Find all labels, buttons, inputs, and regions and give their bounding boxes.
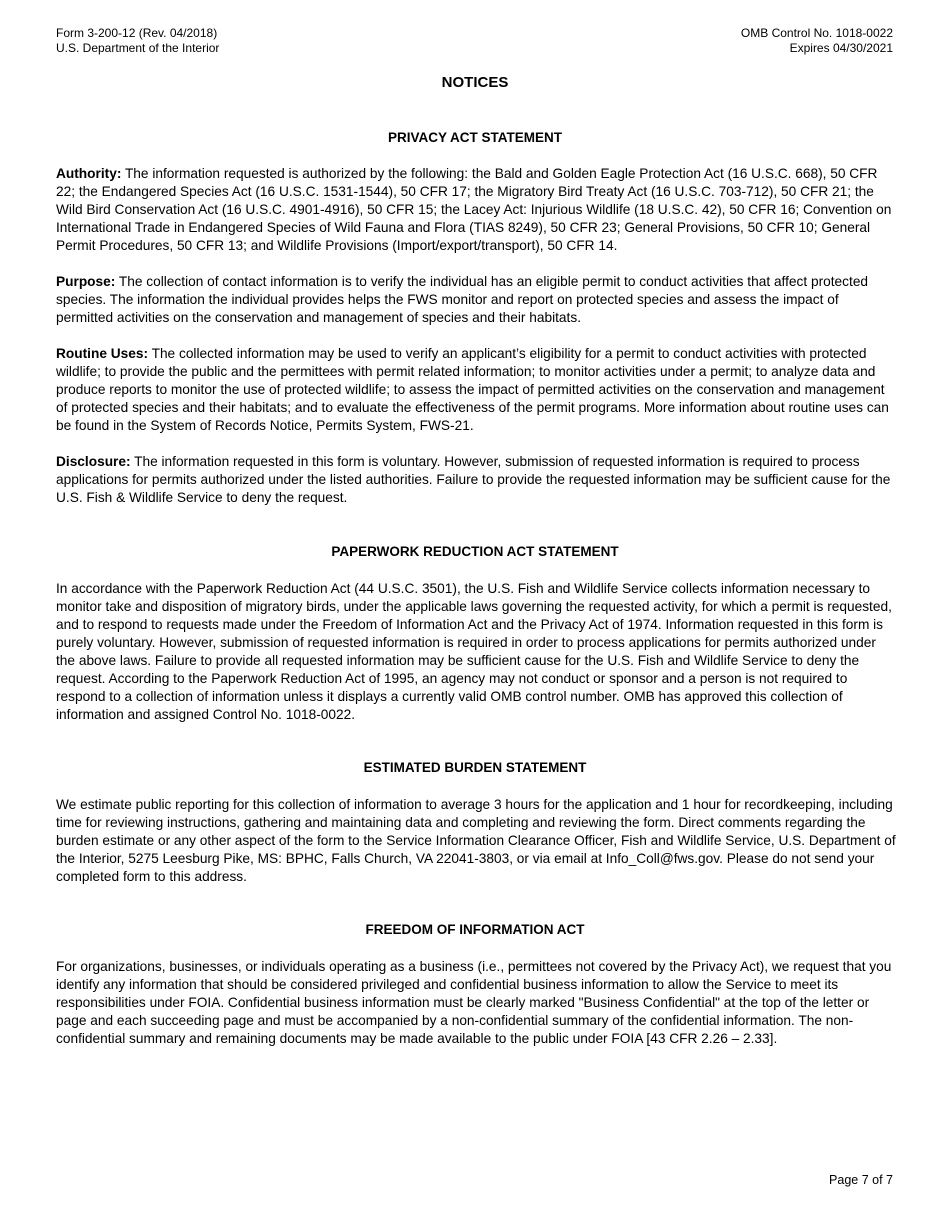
purpose-label: Purpose: bbox=[56, 274, 116, 289]
expiration-date: Expires 04/30/2021 bbox=[789, 41, 893, 55]
routine-uses-paragraph bbox=[56, 345, 896, 435]
privacy-act-heading: PRIVACY ACT STATEMENT bbox=[387, 130, 562, 145]
foia-paragraph: For organizations, businesses, or individuals operating as a business (i.e., permittees not covered by the Privacy Act), we request that you identify any information that should be considered privileged and confidential business information to allow the Service to meet its responsibilities under FOIA. Confidential business information must be clearly marked "Business Confidential" at the top of the letter or page and each succeeding page and must be accompanied by a non-confidential summary of the confidential information. The non-confidential summary and remaining documents may be made available to the public under FOIA [43 CFR 2.26 – 2.33]. bbox=[56, 959, 892, 1046]
page-number: Page 7 of 7 bbox=[829, 1173, 893, 1187]
paperwork-paragraph: In accordance with the Paperwork Reduction Act (44 U.S.C. 3501), the U.S. Fish and Wildlife Service collects information necessary to monitor take and disposition of migratory birds, under the applicable laws governing the requested activity, for which a permit is requested, and to respond to requests made under the Freedom of Information Act and the Privacy Act of 1974. Information requested in this form is purely voluntary. However, submission of requested information is required in order to process applications for permits authorized under the above laws. Failure to provide all requested information may be sufficient cause for the U.S. Fish and Wildlife Service to deny the request. According to the Paperwork Reduction Act of 1995, an agency may not conduct or sponsor and a person is not required to respond to a collection of information unless it displays a currently valid OMB control number. OMB has approved this collection of information and assigned Control No. 1018-0022. bbox=[56, 581, 892, 722]
authority-label: Authority: bbox=[56, 166, 122, 181]
foia-heading: FREEDOM OF INFORMATION ACT bbox=[365, 922, 585, 937]
authority-text: The information requested is authorized by the following: the Bald and Golden Eagle Protection Act (16 U.S.C. 668), 50 CFR 22; the Endangered Species Act (16 U.S.C. 1531-1544), 50 CFR 17; the Migratory Bird Treaty Act (16 U.S.C. 703-712), 50 CFR 21; the Wild Bird Conservation Act (16 U.S.C. 4901-4916), 50 CFR 15; the Lacey Act: Injurious Wildlife (18 U.S.C. 42), 50 CFR 16; Convention on International Trade in Endangered Species of Wild Fauna and Flora (TIAS 8249), 50 CFR 23; General Provisions, 50 CFR 10; General Permit Procedures, 50 CFR 13; and Wildlife Provisions (Import/export/transport), 50 CFR 14. bbox=[56, 166, 892, 253]
paperwork-heading: PAPERWORK REDUCTION ACT STATEMENT bbox=[331, 544, 619, 559]
department-name: U.S. Department of the Interior bbox=[56, 41, 220, 55]
page-title: NOTICES bbox=[441, 74, 509, 91]
form-number: Form 3-200-12 (Rev. 04/2018) bbox=[56, 26, 218, 40]
routine-uses-text: The collected information may be used to verify an applicant’s eligibility for a permit to conduct activities with protected wildlife; to provide the public and the permittees with permit related information; to monitor activities under a permit; to analyze data and produce reports to monitor the use of protected wildlife; to assess the impact of permitted activities on the conservation and management of protected species and their habitats; and to evaluate the effectiveness of the permit programs. More information about routine uses can be found in the System of Records Notice, Permits System, FWS-21. bbox=[56, 346, 889, 433]
purpose-paragraph bbox=[56, 273, 896, 327]
burden-paragraph: We estimate public reporting for this collection of information to average 3 hours for the application and 1 hour for recordkeeping, including time for reviewing instructions, gathering and maintaining data and completing and reviewing the form. Direct comments regarding the burden estimate or any other aspect of the form to the Service Information Clearance Officer, Fish and Wildlife Service, U.S. Department of the Interior, 5275 Leesburg Pike, MS: BPHC, Falls Church, VA 22041-3803, or via email at Info_Coll@fws.gov. Please do not send your completed form to this address. bbox=[56, 797, 896, 884]
form-header-right bbox=[741, 26, 893, 56]
form-header-left bbox=[56, 26, 219, 56]
disclosure-text: The information requested in this form is voluntary. However, submission of requested information is required to process applications for permits authorized under the listed authorities. Failure to provide the requested information may be sufficient cause for the U.S. Fish & Wildlife Service to deny the request. bbox=[56, 454, 891, 505]
burden-heading: ESTIMATED BURDEN STATEMENT bbox=[363, 760, 587, 775]
purpose-text: The collection of contact information is to verify the individual has an eligible permit to conduct activities that affect protected species. The information the individual provides helps the FWS monitor and report on protected species and assess the impact of permitted activities on the conservation and management of species and their habitats. bbox=[56, 274, 869, 325]
disclosure-label: Disclosure: bbox=[56, 454, 131, 469]
disclosure-paragraph bbox=[56, 453, 896, 507]
routine-uses-label: Routine Uses: bbox=[56, 346, 149, 361]
authority-paragraph bbox=[56, 165, 896, 255]
omb-control-number: OMB Control No. 1018-0022 bbox=[740, 26, 893, 40]
